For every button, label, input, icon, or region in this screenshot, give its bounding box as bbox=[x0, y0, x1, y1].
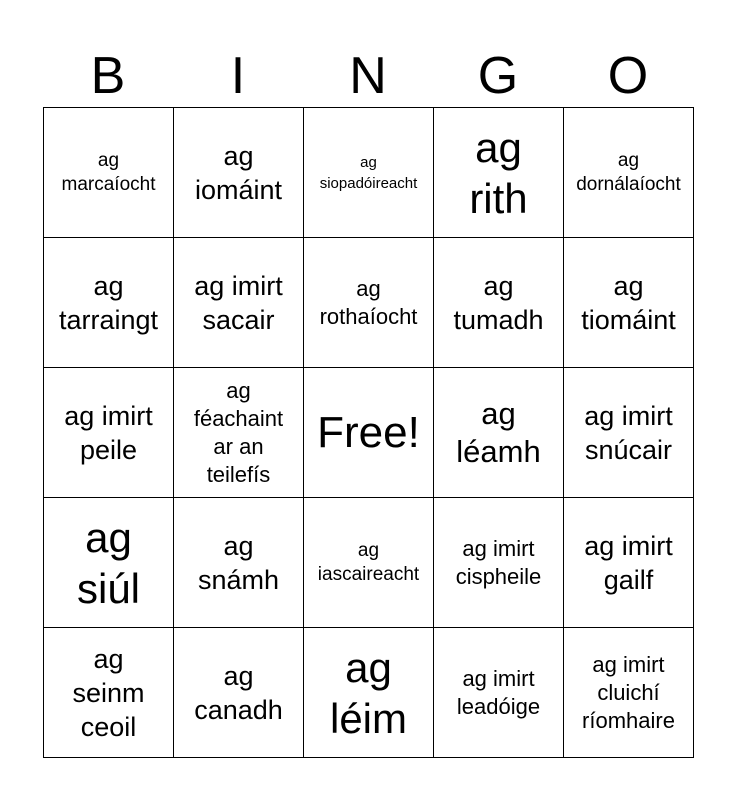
cell-text: ag imirt cluichí ríomhaire bbox=[582, 651, 675, 733]
cell-text: ag marcaíocht bbox=[61, 149, 156, 195]
cell-text: ag siúl bbox=[76, 513, 141, 612]
cell-text: ag imirt leadóige bbox=[456, 665, 541, 719]
header-letter-n: N bbox=[349, 47, 387, 105]
cell-text: ag léim bbox=[329, 643, 407, 742]
cell-text: ag imirt peile bbox=[64, 400, 153, 465]
bingo-cell[interactable] bbox=[44, 108, 174, 238]
header-letter-i: I bbox=[230, 47, 246, 105]
bingo-cell[interactable] bbox=[44, 238, 174, 368]
cell-text: ag iomáint bbox=[194, 140, 283, 205]
bingo-cell[interactable] bbox=[434, 108, 564, 238]
header-letter-g: G bbox=[477, 47, 519, 105]
cell-text: ag snámh bbox=[197, 530, 280, 595]
bingo-cell[interactable] bbox=[174, 238, 304, 368]
bingo-cell[interactable] bbox=[304, 498, 434, 628]
cell-text: ag imirt sacair bbox=[194, 270, 283, 335]
bingo-cell[interactable] bbox=[44, 498, 174, 628]
bingo-cell[interactable] bbox=[434, 628, 564, 758]
cell-text: ag siopadóireacht bbox=[319, 153, 418, 192]
bingo-cell[interactable] bbox=[304, 238, 434, 368]
bingo-header bbox=[43, 44, 693, 108]
cell-text: ag imirt gailf bbox=[584, 530, 673, 595]
bingo-cell[interactable] bbox=[174, 498, 304, 628]
bingo-card bbox=[43, 107, 694, 758]
cell-text: ag tiomáint bbox=[581, 270, 676, 335]
cell-text: ag tarraingt bbox=[58, 270, 159, 335]
cell-text: ag imirt snúcair bbox=[584, 400, 673, 465]
bingo-cell[interactable] bbox=[564, 368, 694, 498]
bingo-cell[interactable] bbox=[564, 628, 694, 758]
cell-text: ag léamh bbox=[456, 395, 541, 469]
bingo-cell[interactable] bbox=[174, 368, 304, 498]
cell-text: ag rothaíocht bbox=[319, 275, 418, 329]
bingo-cell[interactable] bbox=[174, 628, 304, 758]
bingo-cell[interactable] bbox=[304, 108, 434, 238]
cell-text: ag dornálaíocht bbox=[576, 149, 681, 195]
cell-text: ag féachaint ar an teilefís bbox=[193, 377, 284, 487]
bingo-cell[interactable] bbox=[564, 108, 694, 238]
bingo-cell[interactable] bbox=[564, 238, 694, 368]
bingo-cell[interactable] bbox=[44, 628, 174, 758]
cell-text: ag rith bbox=[469, 123, 528, 222]
bingo-cell[interactable] bbox=[434, 498, 564, 628]
cell-text: ag seinm ceoil bbox=[72, 643, 145, 742]
bingo-cell[interactable] bbox=[174, 108, 304, 238]
bingo-cell[interactable] bbox=[304, 628, 434, 758]
bingo-cell[interactable] bbox=[434, 368, 564, 498]
free-space-text: Free! bbox=[317, 407, 420, 457]
header-letter-o: O bbox=[607, 47, 649, 105]
bingo-cell[interactable] bbox=[564, 498, 694, 628]
cell-text: ag canadh bbox=[194, 660, 283, 725]
cell-text: ag tumadh bbox=[453, 270, 544, 335]
free-space-cell[interactable] bbox=[304, 368, 434, 498]
header-letter-b: B bbox=[90, 47, 126, 105]
cell-text: ag imirt cispheile bbox=[455, 535, 542, 589]
bingo-cell[interactable] bbox=[434, 238, 564, 368]
bingo-cell[interactable] bbox=[44, 368, 174, 498]
cell-text: ag iascaireacht bbox=[317, 539, 420, 585]
